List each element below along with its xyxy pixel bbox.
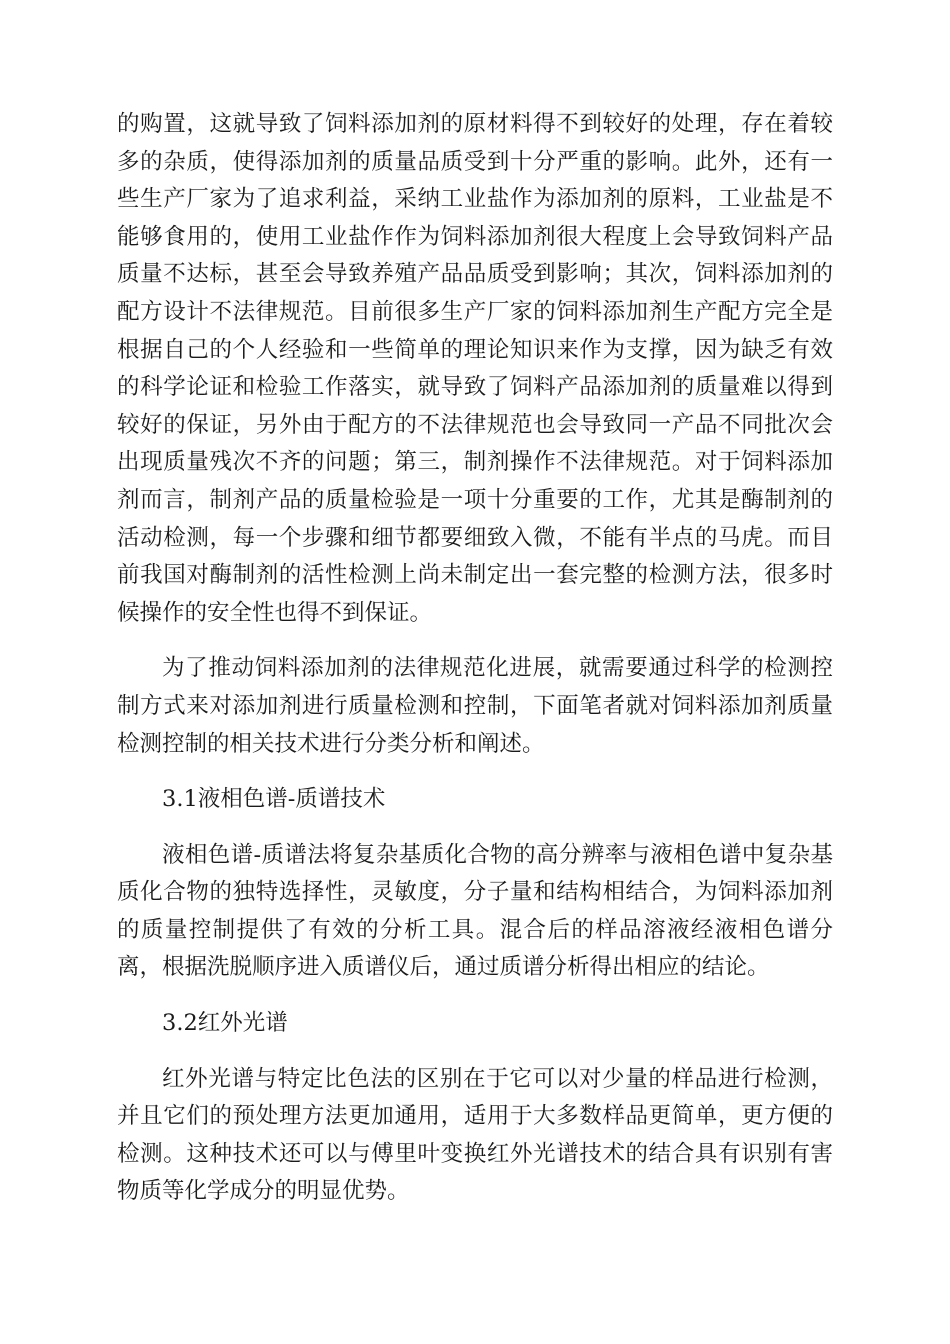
body-paragraph-1: 的购置，这就导致了饲料添加剂的原材料得不到较好的处理，存在着较多的杂质，使得添加剂的质量品质受到十分严重的影响。此外，还有一些生产厂家为了追求利益，采纳工业盐作为添加剂的原料，工业盐是不能够食用的，使用工业盐作作为饲料添加剂很大程度上会导致饲料产品质量不达标，甚至会导致养殖产品品质受到影响；其次，饲料添加剂的配方设计不法律规范。目前很多生产厂家的饲料添加剂生产配方完全是根据自己的个人经验和一些简单的理论知识来作为支撑，因为缺乏有效的科学论证和检验工作落实，就导致了饲料产品添加剂的质量难以得到较好的保证，另外由于配方的不法律规范也会导致同一产品不同批次会出现质量残次不齐的问题；第三，制剂操作不法律规范。对于饲料添加剂而言，制剂产品的质量检验是一项十分重要的工作，尤其是酶制剂的活动检测，每一个步骤和细节都要细致入微，不能有半点的马虎。而目前我国对酶制剂的活性检测上尚未制定出一套完整的检测方法，很多时候操作的安全性也得不到保证。 [117, 111, 833, 626]
body-paragraph-2: 为了推动饲料添加剂的法律规范化进展，就需要通过科学的检测控制方式来对添加剂进行质量检测和控制，下面笔者就对饲料添加剂质量检测控制的相关技术进行分类分析和阐述。 [117, 655, 833, 757]
body-paragraph-3: 液相色谱-质谱法将复杂基质化合物的高分辨率与液相色谱中复杂基质化合物的独特选择性，灵敏度，分子量和结构相结合，为饲料添加剂的质量控制提供了有效的分析工具。混合后的样品溶液经液相色谱分离，根据洗脱顺序进入质谱仪后，通过质谱分析得出相应的结论。 [117, 841, 833, 981]
paragraph-gap [117, 987, 833, 1005]
paragraph-gap [117, 1043, 833, 1061]
body-paragraph-4: 红外光谱与特定比色法的区别在于它可以对少量的样品进行检测，并且它们的预处理方法更加通用，适用于大多数样品更简单，更方便的检测。这种技术还可以与傅里叶变换红外光谱技术的结合具有识别有害物质等化学成分的明显优势。 [117, 1065, 833, 1205]
section-heading-3-2: 3.2红外光谱 [162, 1010, 288, 1037]
section-heading-3-1: 3.1液相色谱-质谱技术 [162, 786, 386, 813]
paragraph-gap [117, 632, 833, 650]
document-body [117, 106, 833, 1211]
paragraph-gap [117, 763, 833, 781]
paragraph-gap [117, 819, 833, 837]
